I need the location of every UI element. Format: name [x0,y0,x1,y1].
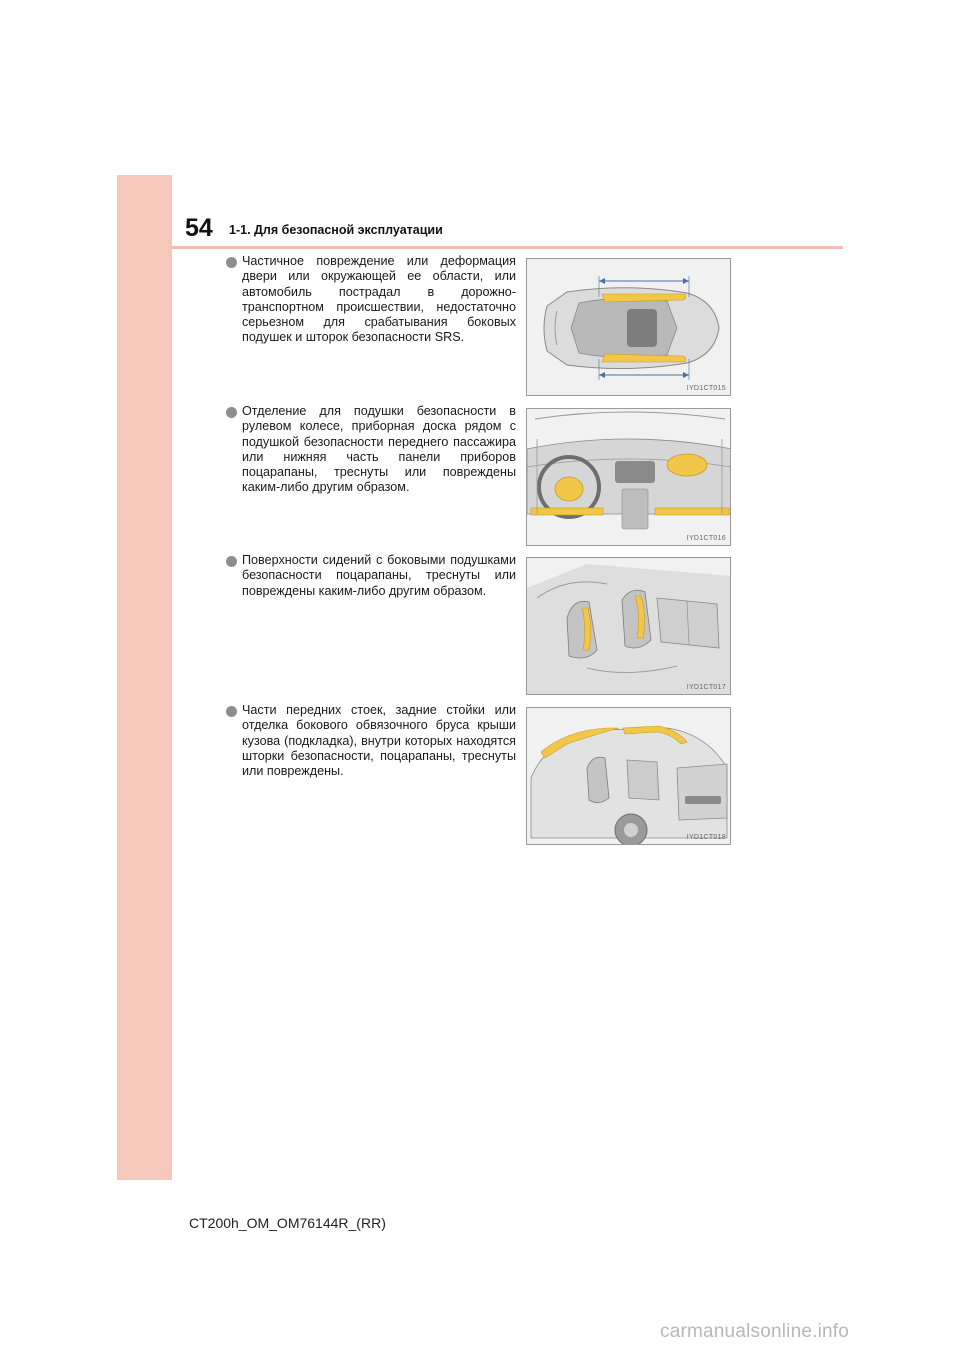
figure-curtain-airbags [526,707,731,845]
list-item [226,553,516,599]
curtain-airbags-icon [527,708,731,845]
item-text: Частичное повреждение или деформация двери или окружающей ее области, или автомобиль пострадал в дорожно-транспортном происшествии, недостаточно серьезном для срабатывания боковых подушек и шторок безопасности SRS. [242,254,516,345]
list-item [226,404,516,496]
figure-code: IYD1CT016 [686,535,726,542]
document-code: CT200h_OM_OM76144R_(RR) [189,1215,386,1231]
figure-code: IYD1CT017 [686,684,726,691]
page-number: 54 [185,214,213,242]
item-text: Отделение для подушки безопасности в рулевом колесе, приборная доска рядом с подушкой безопасности переднего пассажира или нижняя часть панели приборов поцарапаны, треснуты или повреждены каким-либо другим образом. [242,404,516,495]
item-text: Части передних стоек, задние стойки или отделка бокового обвязочного бруса крыши кузова (подкладка), внутри которых находятся шторки безопасности, поцарапаны, треснуты или повреждены. [242,703,516,779]
bullet-icon [226,556,237,567]
section-title: 1-1. Для безопасной эксплуатации [229,223,443,237]
watermark: carmanualsonline.info [660,1321,850,1342]
figure-seats [526,557,731,695]
bullet-icon [226,257,237,268]
list-item [226,703,516,779]
dashboard-icon [527,409,731,546]
item-text: Поверхности сидений с боковыми подушками безопасности поцарапаны, треснуты или повреждены каким-либо другим образом. [242,553,516,598]
figure-dashboard [526,408,731,546]
header-divider [172,246,843,249]
figure-car-top-view [526,258,731,396]
bullet-icon [226,407,237,418]
side-color-band [117,175,172,1180]
list-item [226,254,516,346]
figure-code: IYD1CT018 [686,834,726,841]
figure-code: IYD1CT015 [686,385,726,392]
bullet-icon [226,706,237,717]
seats-icon [527,558,731,695]
car-top-view-icon [527,259,731,396]
